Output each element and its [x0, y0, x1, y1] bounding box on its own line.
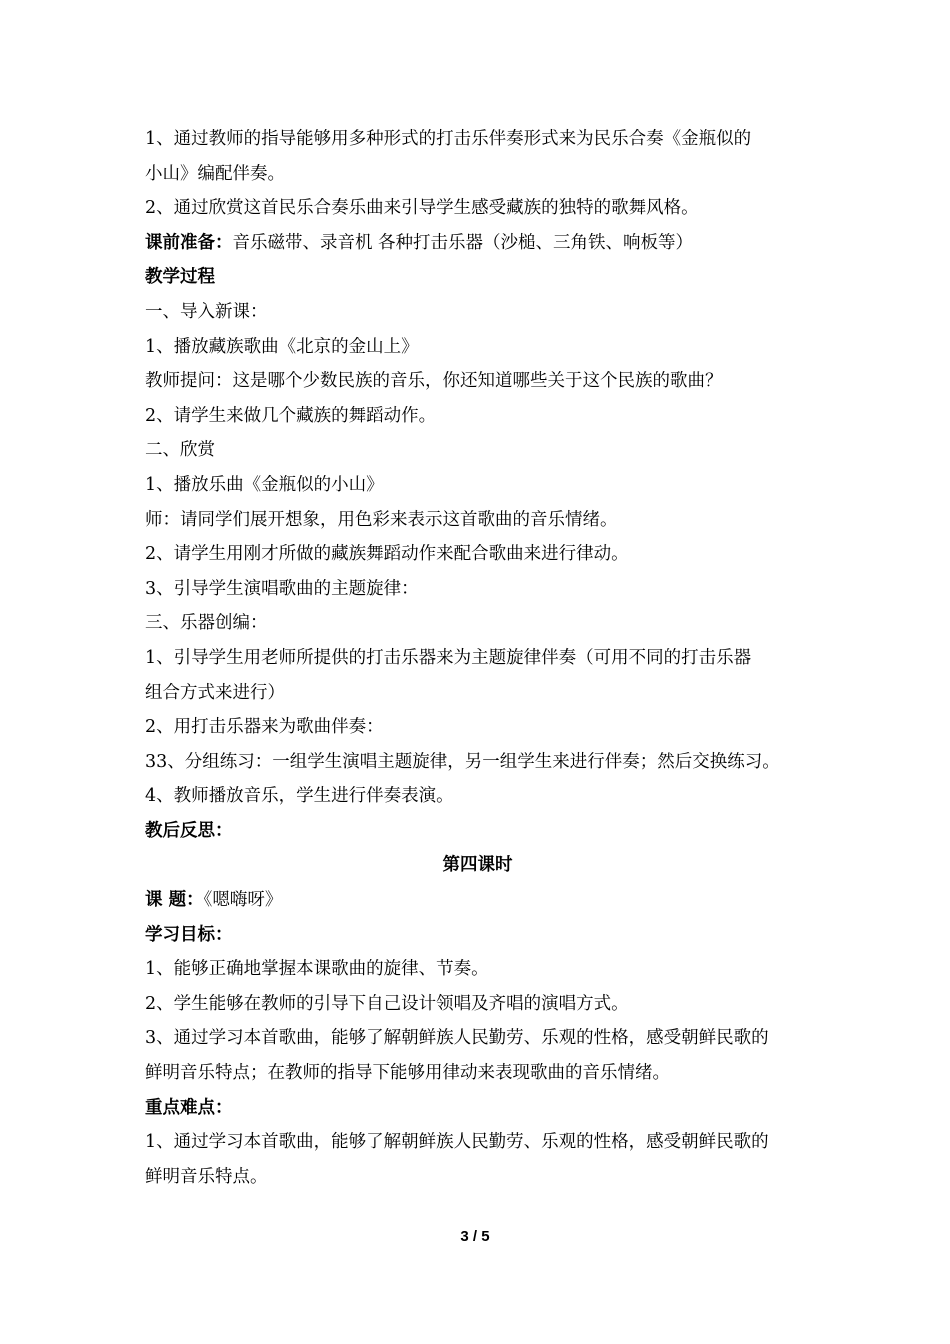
topic-text: 《嗯嗨呀》: [203, 890, 283, 911]
key-points-label: 重点难点：: [145, 1097, 233, 1118]
preparation-text: 音乐磁带、录音机 各种打击乐器（沙槌、三角铁、响板等）: [232, 232, 694, 253]
section-1-heading: 一、导入新课：: [145, 301, 268, 322]
section-1-item-1: 1、播放藏族歌曲《北京的金山上》: [145, 336, 419, 357]
section-2-heading: 二、欣赏: [145, 440, 215, 461]
goal-3-line-1: 3、通过学习本首歌曲，能够了解朝鲜族人民勤劳、乐观的性格，感受朝鲜民歌的: [145, 1028, 769, 1049]
goals-label: 学习目标：: [145, 924, 233, 945]
process-heading: 教学过程: [145, 267, 215, 288]
key-point-1-line-2: 鲜明音乐特点。: [145, 1166, 268, 1187]
reflection-label: 教后反思：: [145, 820, 233, 841]
preparation: [145, 226, 810, 261]
section-2-item-2: 2、请学生用刚才所做的藏族舞蹈动作来配合歌曲来进行律动。: [145, 544, 629, 565]
topic: [145, 883, 810, 918]
objective-1-line-1: 1、通过教师的指导能够用多种形式的打击乐伴奏形式来为民乐合奏《金瓶似的: [145, 129, 752, 149]
goal-2: 2、学生能够在教师的引导下自己设计领唱及齐唱的演唱方式。: [145, 993, 629, 1014]
section-3-item-3: 33、分组练习：一组学生演唱主题旋律，另一组学生来进行伴奏；然后交换练习。: [145, 751, 780, 772]
objective-2: 2、通过欣赏这首民乐合奏乐曲来引导学生感受藏族的独特的歌舞风格。: [145, 198, 699, 219]
page-number: 3 / 5: [460, 1228, 490, 1245]
section-3-item-1-line-2: 组合方式来进行）: [145, 682, 285, 703]
objective-1-line-2: 小山》编配伴奏。: [145, 163, 285, 184]
preparation-label: 课前准备：: [145, 232, 233, 253]
section-3-heading: 三、乐器创编：: [145, 613, 268, 634]
section-3-item-4: 4、教师播放音乐，学生进行伴奏表演。: [145, 786, 454, 807]
section-2-teacher: 师：请同学们展开想象，用色彩来表示这首歌曲的音乐情绪。: [145, 509, 618, 530]
document-body: [145, 122, 810, 1194]
goal-3-line-2: 鲜明音乐特点；在教师的指导下能够用律动来表现歌曲的音乐情绪。: [145, 1063, 670, 1084]
section-3-item-2: 2、用打击乐器来为歌曲伴奏：: [145, 717, 384, 738]
section-1-question: 教师提问：这是哪个少数民族的音乐，你还知道哪些关于这个民族的歌曲？: [145, 371, 723, 392]
key-point-1-line-1: 1、通过学习本首歌曲，能够了解朝鲜族人民勤劳、乐观的性格，感受朝鲜民歌的: [145, 1132, 769, 1153]
lesson-4-title: 第四课时: [442, 855, 513, 876]
topic-label: 课 题：: [145, 890, 204, 911]
section-3-item-1-line-1: 1、引导学生用老师所提供的打击乐器来为主题旋律伴奏（可用不同的打击乐器: [145, 647, 752, 668]
section-2-item-3: 3、引导学生演唱歌曲的主题旋律：: [145, 578, 419, 599]
goal-1: 1、能够正确地掌握本课歌曲的旋律、节奏。: [145, 959, 489, 980]
section-1-item-2: 2、请学生来做几个藏族的舞蹈动作。: [145, 405, 437, 426]
section-2-item-1: 1、播放乐曲《金瓶似的小山》: [145, 474, 384, 495]
